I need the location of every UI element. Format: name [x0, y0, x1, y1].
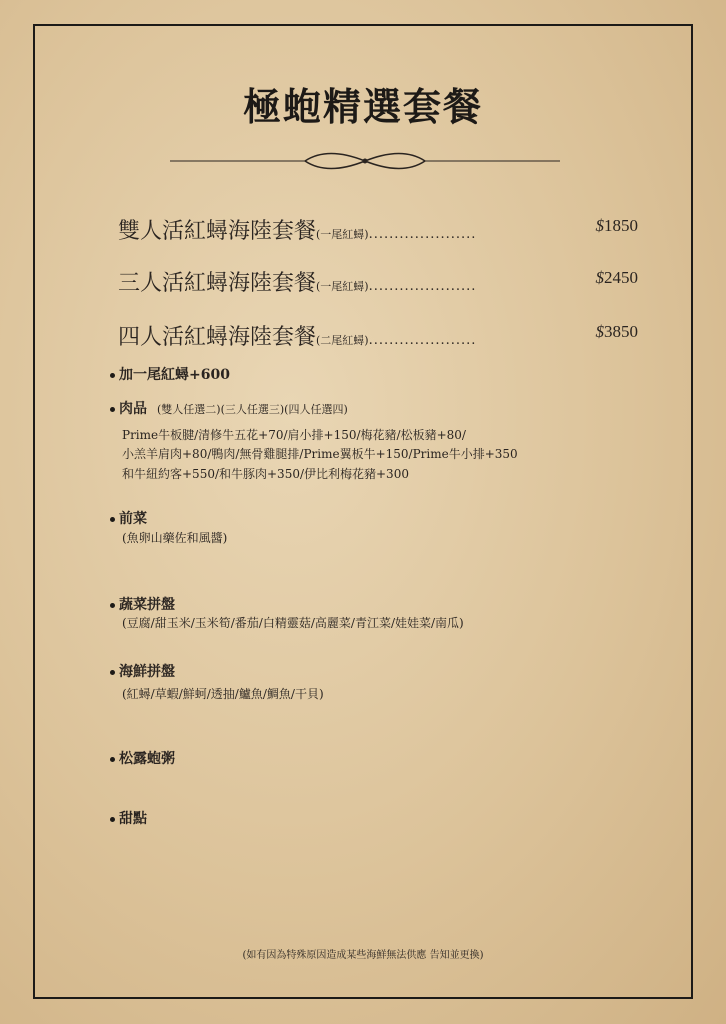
set-price: $2450 — [595, 268, 638, 287]
bullet-dot — [110, 757, 115, 762]
starter-note: (魚卵山藥佐和風醬) — [122, 531, 228, 545]
set-name: 三人活紅蟳海陸套餐 — [118, 271, 317, 296]
set-name: 四人活紅蟳海陸套餐 — [118, 325, 317, 350]
veg-note: (豆腐/甜玉米/玉米筍/番茄/白精靈菇/高麗菜/青江菜/娃娃菜/南瓜) — [122, 616, 464, 630]
ornament-divider — [170, 148, 560, 174]
footer-note: (如有因為特殊原因造成某些海鮮無法供應 告知並更換) — [242, 950, 484, 961]
starter-section: 前菜 — [110, 508, 147, 528]
set-price: $3850 — [595, 322, 638, 341]
menu-title: 極蚫精選套餐 — [242, 84, 483, 129]
seafood-note: (紅蟳/草蝦/鮮蚵/透抽/鱸魚/鯛魚/干貝) — [122, 687, 324, 701]
meat-section: 肉品 (雙人任選二)(三人任選三)(四人任選四) — [110, 398, 348, 418]
bullet-dot — [110, 407, 115, 412]
congee-section: 松露蚫粥 — [110, 748, 175, 768]
set-item-four: 四人活紅蟳海陸套餐(二尾紅蟳)..................... $3850 — [118, 322, 638, 350]
set-item-two: 雙人活紅蟳海陸套餐(一尾紅蟳)..................... $1850 — [118, 216, 638, 244]
set-note: (二尾紅蟳) — [316, 334, 369, 347]
set-price: $1850 — [595, 216, 638, 235]
set-note: (一尾紅蟳) — [316, 228, 369, 241]
meat-line: Prime牛板腱/清修牛五花+70/肩小排+150/梅花豬/松板豬+80/ — [122, 428, 466, 442]
set-note: (一尾紅蟳) — [316, 280, 369, 293]
bullet-dot — [110, 670, 115, 675]
veg-section: 蔬菜拼盤 — [110, 594, 175, 614]
bullet-dot — [110, 603, 115, 608]
dessert-section: 甜點 — [110, 808, 147, 828]
bullet-dot — [110, 373, 115, 378]
add-crab-item: 加一尾紅蟳+600 — [110, 364, 230, 384]
set-name: 雙人活紅蟳海陸套餐 — [118, 219, 317, 244]
seafood-section: 海鮮拼盤 — [110, 661, 175, 681]
meat-line: 和牛紐約客+550/和牛豚肉+350/伊比利梅花豬+300 — [122, 467, 409, 481]
set-item-three: 三人活紅蟳海陸套餐(一尾紅蟳)..................... $2450 — [118, 268, 638, 296]
meat-options: (雙人任選二)(三人任選三)(四人任選四) — [157, 403, 348, 416]
meat-line: 小羔羊肩肉+80/鴨肉/無骨雞腿排/Prime翼板牛+150/Prime牛小排+350 — [122, 447, 518, 461]
bullet-dot — [110, 517, 115, 522]
bullet-dot — [110, 817, 115, 822]
